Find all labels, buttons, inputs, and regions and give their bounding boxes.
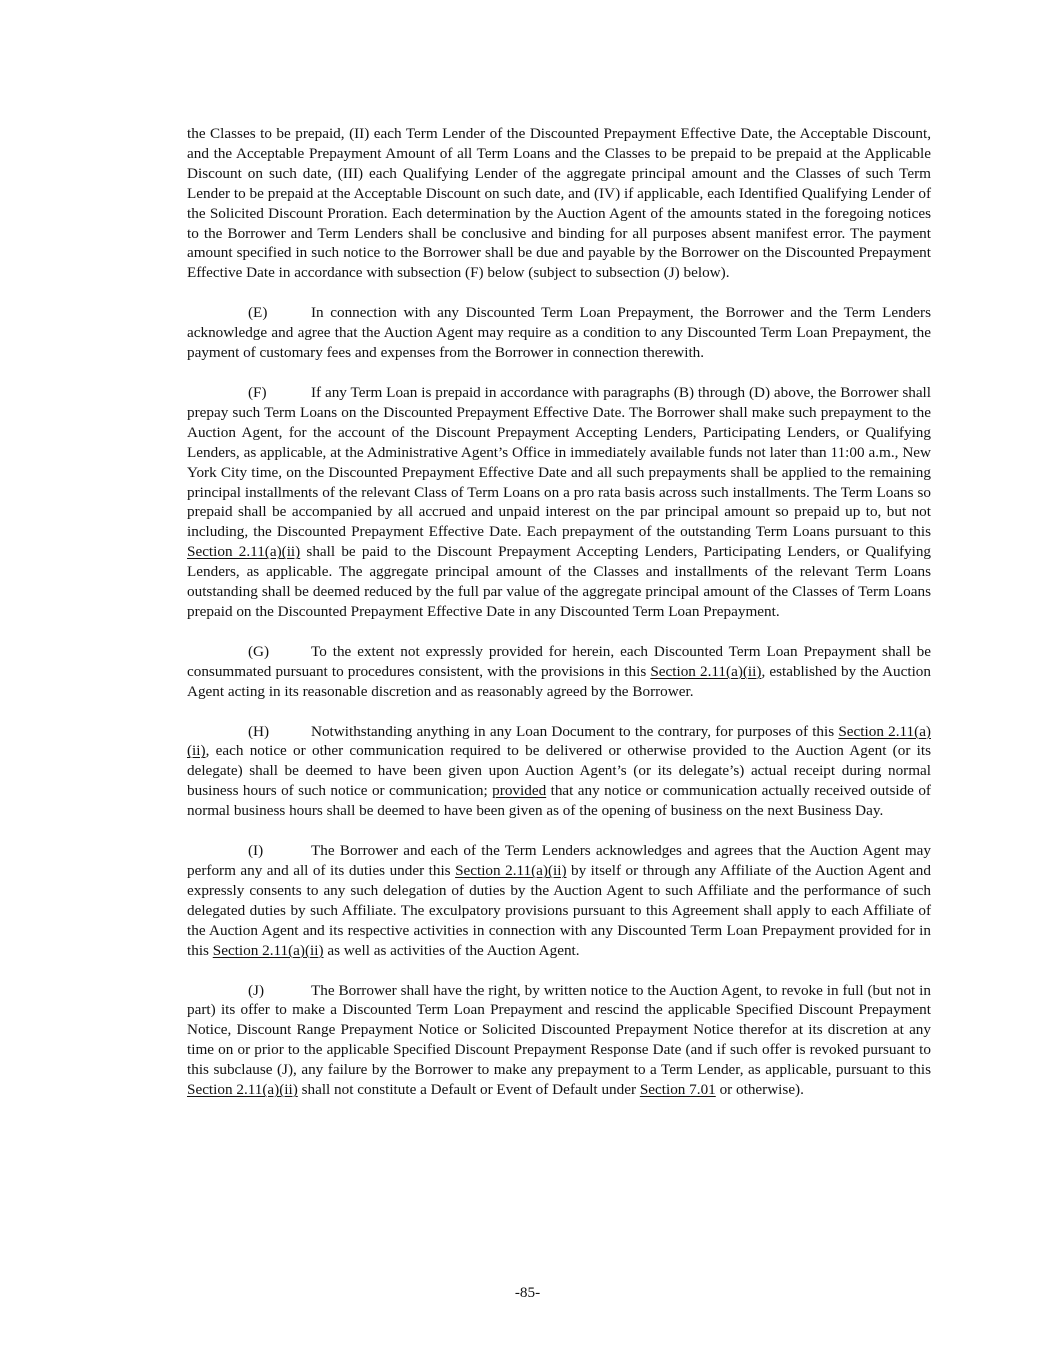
clause-label: (J) bbox=[248, 981, 265, 999]
text-segment: by itself or through any Affiliate of the Auction Agent and expressly consents to any such delegation of duties by the Auction Agent to such Affiliate and the performance of such delegated duties by such Affiliate. The exculpatory provisions pursuant to this Agreement shall apply to each Affiliate of the Auction Agent and its respective activities in connection with any Discounted Term Loan Prepayment provided for in this bbox=[187, 862, 931, 959]
document-page bbox=[187, 124, 931, 1120]
clause-label: (H) bbox=[248, 722, 270, 740]
text-segment: shall be paid to the Discount Prepayment Accepting Lenders, Participating Lenders, or Qualifying Lenders, as applicable. The aggregate principal amount of the Classes and installments of the relevant Term Loans outstanding shall be deemed reduced by the full par value of the aggregate principal amount of the Classes of Term Loans prepaid on the Discounted Prepayment Effective Date in any Discounted Term Loan Prepayment. bbox=[187, 543, 932, 620]
paragraph-f bbox=[187, 383, 931, 622]
text-segment: To the extent not expressly provided for herein, each Discounted Term Loan Prepayment shall be consummated pursuant to procedures consistent, with the provisions in this bbox=[187, 642, 931, 680]
clause-label: (F) bbox=[248, 383, 267, 401]
text-segment: , each notice or other communication required to be delivered or otherwise provided to the Auction Agent (or its delegate) shall be deemed to have been given upon Auction Agent’s (or its delegate’s) actual receipt during normal business hours of such notice or communication; bbox=[187, 742, 931, 800]
text-segment: In connection with any Discounted Term Loan Prepayment, the Borrower and the Term Lenders acknowledge and agree that the Auction Agent may require as a condition to any Discounted Term Loan Prepayment, the payment of customary fees and expenses from the Borrower in connection therewith. bbox=[187, 304, 931, 362]
provided-term: provided bbox=[492, 782, 547, 800]
text-segment: Notwithstanding anything in any Loan Document to the contrary, for purposes of this bbox=[311, 722, 839, 740]
section-reference: Section 2.11(a)(ii) bbox=[187, 543, 301, 561]
paragraph-i bbox=[187, 841, 931, 960]
clause-label: (E) bbox=[248, 304, 268, 322]
text-segment: If any Term Loan is prepaid in accordance with paragraphs (B) through (D) above, the Borrower shall prepay such Term Loans on the Discounted Prepayment Effective Date. The Borrower shall make such prepayment to the Auction Agent, for the account of the Discount Prepayment Accepting Lenders, Participating Lenders, or Qualifying Lenders, as applicable, at the Administrative Agent’s Office in immediately available funds not later than 11:00 a.m., New York City time, on the Discounted Prepayment Effective Date and all such prepayments shall be applied to the remaining principal installments of the relevant Class of Term Loans on a pro rata basis across such installments. The Term Loans so prepaid shall be accompanied by all accrued and unpaid interest on the par principal amount so prepaid up to, but not including, the Discounted Prepayment Effective Date. Each prepayment of the outstanding Term Loans pursuant to this bbox=[187, 383, 931, 541]
text-segment: shall not constitute a Default or Event of Default under bbox=[297, 1081, 640, 1099]
text-segment: the Classes to be prepaid, (II) each Term Lender of the Discounted Prepayment Effective Date, the Acceptable Discount, and the Acceptable Prepayment Amount of all Term Loans and the Classes to be prepaid to be prepaid at the Applicable Discount on such date, (III) each Qualifying Lender of the aggregate principal amount and the Classes of such Term Lender to be prepaid at the Acceptable Discount on such date, and (IV) if applicable, each Identified Qualifying Lender of the Solicited Discount Proration. Each determination by the Auction Agent of the amounts stated in the foregoing notices to the Borrower and Term Lenders shall be conclusive and binding for all purposes absent manifest error. The payment amount specified in such notice to the Borrower shall be due and payable by the Borrower on the Discounted Prepayment Effective Date in accordance with subsection (F) below (subject to subsection (J) below). bbox=[187, 125, 931, 282]
section-reference: Section 7.01 bbox=[639, 1081, 716, 1099]
paragraph-j bbox=[187, 981, 931, 1100]
clause-label: (G) bbox=[248, 642, 270, 660]
page-number: -85- bbox=[514, 1284, 541, 1301]
section-reference: Section 2.11(a)(ii) bbox=[455, 862, 567, 879]
paragraph-continuation bbox=[187, 124, 931, 283]
section-reference: Section 2.11(a)(ii) bbox=[212, 941, 324, 959]
section-reference: Section 2.11(a)(ii) bbox=[187, 722, 931, 760]
paragraph-g bbox=[187, 642, 931, 702]
text-segment: or otherwise). bbox=[715, 1081, 804, 1099]
text-segment: The Borrower and each of the Term Lenders acknowledges and agrees that the Auction Agent may perform any and all of its duties under this bbox=[187, 842, 931, 879]
text-segment: , established by the Auction Agent acting in its reasonable discretion and as reasonably agreed by the Borrower. bbox=[187, 662, 931, 700]
text-segment: as well as activities of the Auction Agent. bbox=[323, 941, 580, 959]
section-reference: Section 2.11(a)(ii) bbox=[187, 1081, 298, 1099]
section-reference: Section 2.11(a)(ii) bbox=[650, 662, 762, 680]
text-segment: The Borrower shall have the right, by written notice to the Auction Agent, to revoke in full (but not in part) its offer to make a Discounted Term Loan Prepayment and rescind the applicable Specified Discount Prepayment Notice, Discount Range Prepayment Notice or Solicited Discounted Prepayment Notice therefor at its discretion at any time on or prior to the applicable Specified Discount Prepayment Response Date (and if such offer is revoked pursuant to this subclause (J), any failure by the Borrower to make any prepayment to a Term Lender, as applicable, pursuant to this bbox=[187, 981, 931, 1079]
paragraph-h bbox=[187, 722, 931, 822]
paragraph-e bbox=[187, 303, 931, 363]
clause-label: (I) bbox=[248, 842, 264, 860]
text-segment: that any notice or communication actually received outside of normal business hours shall be deemed to have been given as of the opening of business on the next Business Day. bbox=[187, 782, 931, 820]
